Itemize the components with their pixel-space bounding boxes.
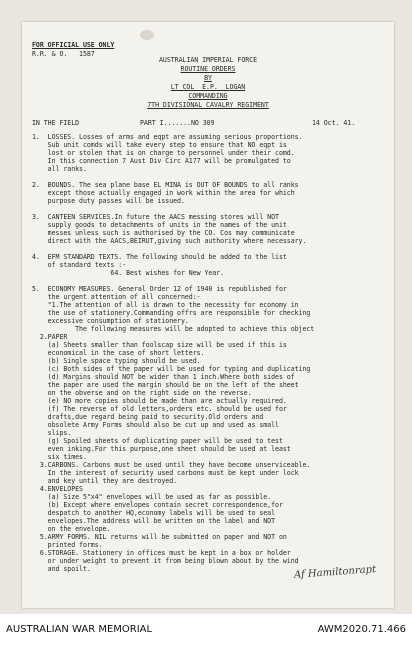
body-line: direct with the AACS,BEIRUT,giving such authority where necessary. xyxy=(32,237,307,245)
body-line: except those actually engaged in work within the area for which xyxy=(32,189,295,197)
body-line: drafts,due regard being paid to security.Old orders and xyxy=(32,413,264,421)
force-title: AUSTRALIAN IMPERIAL FORCE xyxy=(159,56,257,64)
body-line: Sub unit comds will take every step to ensure that NO eqpt is xyxy=(32,141,287,149)
body-line: 4. EFM STANDARD TEXTS. The following should be added to the list xyxy=(32,253,287,261)
body-line: 3.CARBONS. Carbons must be used until they have become unserviceable. xyxy=(32,461,311,469)
body-line: (a) Sheets smaller than foolscap size will be used if this is xyxy=(32,341,287,349)
body-line: despatch to another HQ,economy labels will be used to seal xyxy=(32,509,276,517)
body-line: In this connection 7 Aust Div Circ A177 will be promulgated to xyxy=(32,157,291,165)
reference: R.R. & O. 1587 xyxy=(32,50,95,58)
body-line: obsolete Army Forms should also be cut up and used as small xyxy=(32,421,279,429)
body-line: of standard texts :- xyxy=(32,261,127,269)
body-line: "1.The attention of all is drawn to the necessity for economy in xyxy=(32,301,299,309)
body-line: the urgent attention of all concerned:- xyxy=(32,293,201,301)
punch-hole xyxy=(140,30,154,40)
body-line: messes unless such is authorised by the CO. Cos may communicate xyxy=(32,229,295,237)
signature: Af Hamiltonrapt xyxy=(293,564,377,581)
commanding-line: COMMANDING xyxy=(188,92,228,100)
location: IN THE FIELD xyxy=(32,119,80,127)
body-line: even inking.For this purpose,one sheet should be used at least xyxy=(32,445,291,453)
body-line: 5. ECONOMY MEASURES. General Order 12 of 1940 is republished for xyxy=(32,285,287,293)
body-line: economical in the case of short letters. xyxy=(32,349,205,357)
body-line: 4.ENVELOPES xyxy=(32,485,83,493)
body-line: or under weight to prevent it from being blown about by the wind xyxy=(32,557,299,565)
body-line: all ranks. xyxy=(32,165,87,173)
body-line: In the interest of security used carbons must be kept under lock xyxy=(32,469,299,477)
body-line: and spoilt. xyxy=(32,565,91,573)
body-line: envelopes.The address will be written on the label and NOT xyxy=(32,517,276,525)
body-line: 64. Best wishes for New Year. xyxy=(32,269,225,277)
body-line: the use of stationery.Commanding offrs are responsible for checking xyxy=(32,309,311,317)
officer-name: LT COL E.P. LOGAN xyxy=(170,83,246,91)
unit-name: 7TH DIVISIONAL CAVALRY REGIMENT xyxy=(147,101,269,109)
body-line: printed forms. xyxy=(32,541,103,549)
body-line: (c) Both sides of the paper will be used for typing and duplicating xyxy=(32,365,311,373)
body-line: (a) Size 5"x4" envelopes will be used as far as possible. xyxy=(32,493,272,501)
body-line: excessive consumption of stationery. xyxy=(32,317,189,325)
body-line: and key until they are destroyed. xyxy=(32,477,178,485)
body-line: slips. xyxy=(32,429,72,437)
body-line: on the envelope. xyxy=(32,525,111,533)
body-line: (b) Except where envelopes contain secret correspondence,for xyxy=(32,501,283,509)
security-header: FOR OFFICIAL USE ONLY xyxy=(32,41,115,49)
body-line: the paper are used the margin should be on the left of the sheet xyxy=(32,381,299,389)
body-line: lost or stolen that is on charge to personnel under their comd. xyxy=(32,149,295,157)
footer-credit: AUSTRALIAN WAR MEMORIAL xyxy=(6,624,153,635)
body-line: six times. xyxy=(32,453,87,461)
document-page xyxy=(22,22,394,608)
body-line: purpose duty passes will be issued. xyxy=(32,197,185,205)
footer-accession: AWM2020.71.466 xyxy=(317,624,406,635)
body-line: 6.STORAGE. Stationery in offices must be kept in a box or holder xyxy=(32,549,291,557)
body-line: (f) The reverse of old letters,orders etc. should be used for xyxy=(32,405,287,413)
part-number: PART I.......NO 309 xyxy=(140,119,215,127)
body-line: (g) Spoiled sheets of duplicating paper will be used to test xyxy=(32,437,283,445)
body-line: 1. LOSSES. Losses of arms and eqpt are assuming serious proportions. xyxy=(32,133,303,141)
order-date: 14 Oct. 41. xyxy=(312,119,356,127)
body-line: (d) Margins should NOT be wider than 1 inch.Where both sides of xyxy=(32,373,295,381)
body-line: (b) Single space typing should be used. xyxy=(32,357,201,365)
footer-bar xyxy=(0,614,412,653)
body-line: on the obverse and on the right side on the reverse. xyxy=(32,389,252,397)
body-line: supply goods to detachments of units in the names of the unit xyxy=(32,221,287,229)
body-line: 3. CANTEEN SERVICES.In future the AACS messing stores will NOT xyxy=(32,213,279,221)
orders-title: ROUTINE ORDERS xyxy=(180,65,236,73)
body-line: The following measures will be adopted to achieve this object xyxy=(32,325,315,333)
by-line: BY xyxy=(204,74,212,82)
body-line: 2.PAPER xyxy=(32,333,68,341)
body-line: 2. BOUNDS. The sea plane base EL MINA is OUT OF BOUNDS to all ranks xyxy=(32,181,299,189)
body-line: 5.ARMY FORMS. NIL returns will be submitted on paper and NOT on xyxy=(32,533,287,541)
body-line: (e) NO more copies should be made than are actually required. xyxy=(32,397,287,405)
